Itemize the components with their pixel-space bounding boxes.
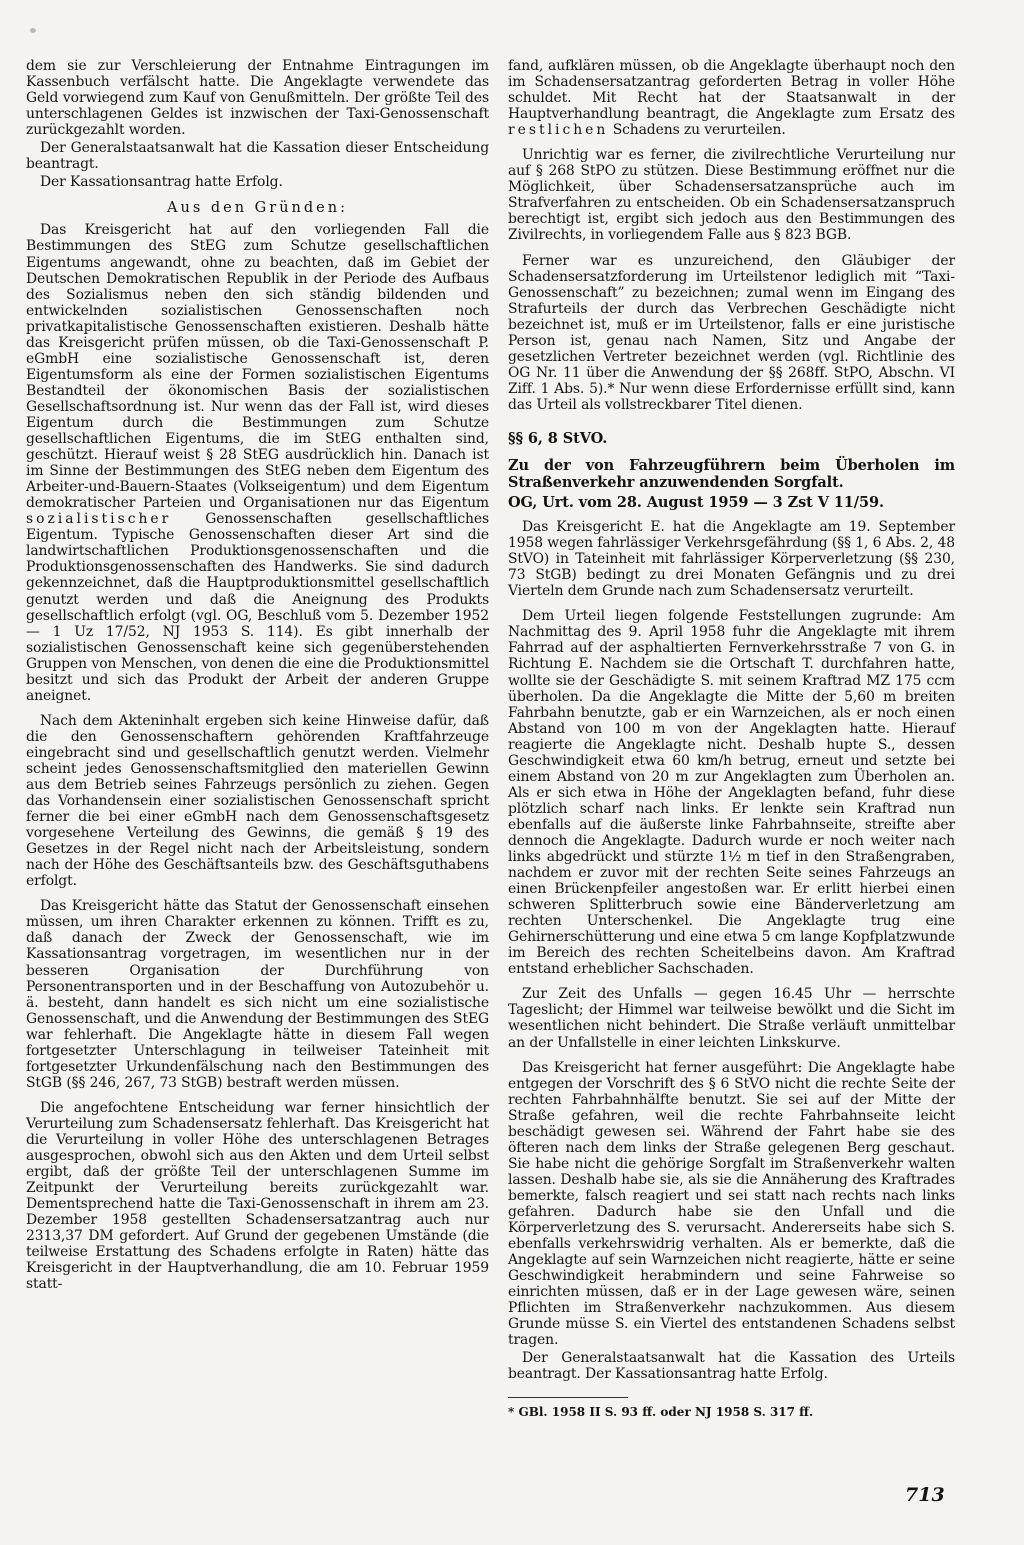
case-citation: OG, Urt. vom 28. August 1959 — 3 Zst V 11/59. bbox=[508, 494, 884, 512]
paragraph: Das Kreisgericht hat auf den vorliegenden Fall die Bestimmungen des StEG zum Schutze gesellschaftlichen Eigentums angewandt, ohne zu beachten, daß im Gebiet der Deutschen Demokratischen Republik in der Periode des Aufbaus des Sozialismus neben den sich ständig bildenden und entwickelnden sozialistischen Genossenschaften noch privatkapitalistische Genossenschaften existieren. Deshalb hätte das Kreisgericht prüfen müssen, ob die Taxi-Genossenschaft P. eGmbH eine sozialistische Genossenschaft ist, deren Eigentumsform als eine der Formen sozialistischen Eigentums Bestandteil der ökonomischen Basis der sozialistischen Gesellschaftsordnung ist. Nur wenn das der Fall ist, wird dieses Eigentum durch die Bestimmungen zum Schutze gesellschaftlichen Eigentums, die im StEG enthalten sind, geschützt. Hierauf weist § 28 StEG ausdrücklich hin. Danach ist im Sinne der Bestimmungen des StEG neben dem Eigentum des Arbeiter-und-Bauern-Staates (Volkseigentum) und dem Eigentum demokratischer Parteien und Organisationen nur das Eigentum sozialistischer Genossenschaften gesellschaftliches Eigentum. Typische Genossenschaften dieser Art sind die landwirtschaftlichen Produktionsgenossenschaften und die Produktionsgenossenschaften des Handwerks. Sie sind dadurch gekennzeichnet, daß die Hauptproduktionsmittel gesellschaftlich genutzt werden und daß die Aneignung des Produkts gesellschaftlich erfolgt (vgl. OG, Beschluß vom 5. Dezember 1952 — 1 Uz 17/52, NJ 1953 S. 114). Es gibt innerhalb der sozialistischen Genossenschaft keine sich gegenüberstehenden Gruppen von Menschen, von denen die eine die Produktionsmittel besitzt und sich das Produkt der Arbeit der anderen Gruppe aneignet. bbox=[26, 222, 489, 704]
paragraph: fand, aufklären müssen, ob die Angeklagte überhaupt noch den im Schadensersatzantrag geforderten Betrag in voller Höhe schuldet. Mit Recht hat der Staatsanwalt in der Hauptverhandlung beantragt, die Angeklagte zum Ersatz des restlichen Schadens zu verurteilen. bbox=[508, 58, 955, 139]
page-number: 713 bbox=[905, 1484, 945, 1506]
paragraph: Nach dem Akteninhalt ergeben sich keine Hinweise dafür, daß die den Genossenschaftern gehörenden Kraftfahrzeuge eingebracht sind und gesellschaftlich genutzt werden. Vielmehr scheint jedes Genossenschaftsmitglied den materiellen Gewinn aus dem Betrieb seines Fahrzeugs persönlich zu ziehen. Gegen das Vorhandensein einer sozialistischen Genossenschaft spricht ferner die bei einer eGmbH nach dem Genossenschaftsgesetz vorgesehene Verteilung des Gewinns, die gemäß § 19 des Gesetzes in der Regel nicht nach der Arbeitsleistung, sondern nach der Höhe des Geschäftsanteils bzw. des Geschäftsguthabens erfolgt. bbox=[26, 712, 489, 890]
left-column bbox=[26, 58, 489, 1294]
print-speck bbox=[30, 28, 36, 33]
footnote: * GBl. 1958 II S. 93 ff. oder NJ 1958 S. 317 ff. bbox=[508, 1404, 814, 1419]
right-column bbox=[508, 58, 955, 1422]
paragraph: Dem Urteil liegen folgende Feststellungen zugrunde: Am Nachmittag des 9. April 1958 fuhr die Angeklagte mit ihrem Fahrrad auf der asphaltierten Fernverkehrsstraße 7 von G. in Richtung E. Nachdem sie die Ortschaft T. durchfahren hatte, wollte sie der Geschädigte S. mit seinem Kraftrad MZ 175 ccm überholen. Da die Angeklagte die Mitte der 5,60 m breiten Fahrbahn benutzte, gab er ein Warnzeichen, als er noch einen Abstand von 100 m von der Angeklagten hatte. Hierauf reagierte die Angeklagte nicht. Deshalb hupte S., dessen Geschwindigkeit etwa 60 km/h betrug, erneut und setzte bei einem Abstand von 20 m zur Angeklagten zum Überholen an. Als er sich etwa in Höhe der Angeklagten befand, fuhr diese plötzlich scharf nach links. Er lenkte sein Kraftrad nun ebenfalls auf die äußerste linke Fahrbahnseite, streifte aber dennoch die Angeklagte. Dadurch wurde er noch weiter nach links abgedrückt und stürzte 1½ m tief in den Straßengraben, nachdem er zuvor mit der rechten Seite seines Fahrzeugs an einen Brückenpfeiler angestoßen war. Er erlitt hierbei einen schweren Splitterbruch sowie eine Bänderverletzung am rechten Unterschenkel. Die Angeklagte trug eine Gehirnerschütterung und eine etwa 5 cm lange Kopfplatzwunde im Bereich des rechten Scheitelbeins davon. Am Kraftrad entstand erheblicher Sachschaden. bbox=[508, 608, 955, 978]
paragraph: Der Kassationsantrag hatte Erfolg. bbox=[40, 174, 283, 191]
paragraph: Das Kreisgericht hätte das Statut der Genossenschaft einsehen müssen, um ihren Charakter erkennen zu können. Trifft es zu, daß danach der Zweck der Genossenschaft, wie im Kassationsantrag vorgetragen, im wesentlichen nur in der besseren Organisation der Durchführung von Personentransporten und in der Beschaffung von Autozubehör u. ä. besteht, dann handelt es sich nicht um eine sozialistische Genossenschaft, und die Anwendung der Bestimmungen des StEG war fehlerhaft. Die Angeklagte hätte in diesem Fall wegen fortgesetzter Unterschlagung in teilweiser Tateinheit mit fortgesetzter Urkundenfälschung nach den Bestimmungen des StGB (§§ 246, 267, 73 StGB) bestraft werden müssen. bbox=[26, 898, 489, 1091]
paragraph: Der Generalstaatsanwalt hat die Kassation dieser Entscheidung beantragt. bbox=[26, 140, 489, 173]
case-headnote: Zu der von Fahrzeugführern beim Überholen im Straßenverkehr anzuwendenden Sorgfalt. bbox=[508, 457, 955, 492]
footnote-divider bbox=[508, 1397, 628, 1398]
section-heading: Aus den Gründen: bbox=[167, 200, 348, 217]
paragraph: Der Generalstaatsanwalt hat die Kassation des Urteils beantragt. Der Kassationsantrag hatte Erfolg. bbox=[508, 1350, 955, 1383]
paragraph: Unrichtig war es ferner, die zivilrechtliche Verurteilung nur auf § 268 StPO zu stützen. Diese Bestimmung eröffnet nur die Möglichkeit, über Schadensersatzansprüche auch im Strafverfahren zu entscheiden. Ob ein Schadensersatzanspruch berechtigt ist, ergibt sich jedoch aus den Bestimmungen des Zivilrechts, in vorliegendem Falle aus § 823 BGB. bbox=[508, 147, 955, 244]
paragraph: Das Kreisgericht hat ferner ausgeführt: Die Angeklagte habe entgegen der Vorschrift des § 6 StVO nicht die rechte Seite der rechten Fahrbahnhälfte benutzt. Sie sei auf der Mitte der Straße gefahren, weil die rechte Fahrbahnseite leicht beschädigt gewesen sei. Während der Fahrt habe sie des öfteren nach dem links der Straße gelegenen Berg geschaut. Sie habe nicht die gehörige Sorgfalt im Straßenverkehr walten lassen. Deshalb habe sie, als sie die Annäherung des Kraftrades bemerkte, falsch reagiert und sei statt nach rechts nach links gefahren. Dadurch habe sie den Unfall und die Körperverletzung des S. verursacht. Andererseits habe sich S. ebenfalls verkehrswidrig verhalten. Als er bemerkte, daß die Angeklagte auf sein Warnzeichen nicht reagierte, hätte er seine Geschwindigkeit herabmindern und seine Fahrweise so einrichten müssen, daß er in der Lage gewesen wäre, seinen Pflichten im Straßenverkehr nachzukommen. Aus diesem Grunde müsse S. ein Viertel des entstandenen Schadens selbst tragen. bbox=[508, 1059, 955, 1349]
paragraph: Die angefochtene Entscheidung war ferner hinsichtlich der Verurteilung zum Schadensersatz fehlerhaft. Das Kreisgericht hat die Verurteilung in voller Höhe des unterschlagenen Betrages ausgesprochen, obwohl sich aus den Akten und dem Urteil selbst ergibt, daß der größte Teil der unterschlagenen Summe im Zeitpunkt der Verurteilung bereits zurückgezahlt war. Dementsprechend hatte die Taxi-Genossenschaft in ihrem am 23. Dezember 1958 gestellten Schadensersatzantrag auch nur 2313,37 DM gefordert. Auf Grund der gegebenen Umstände (die teilweise Erstattung des Schadens erfolgte in Raten) hätte das Kreisgericht in der Hauptverhandlung, die am 10. Februar 1959 statt- bbox=[26, 1099, 489, 1293]
paragraph: Das Kreisgericht E. hat die Angeklagte am 19. September 1958 wegen fahrlässiger Verkehrsgefährdung (§§ 1, 6 Abs. 2, 48 StVO) in Tateinheit mit fahrlässiger Körperverletzung (§§ 230, 73 StGB) bedingt zu drei Monaten Gefängnis und zu drei Vierteln dem Grunde nach zum Schadensersatz verurteilt. bbox=[508, 519, 955, 600]
paragraph: dem sie zur Verschleierung der Entnahme Eintragungen im Kassenbuch verfälscht hatte. Die Angeklagte verwendete das Geld vorwiegend zum Kauf von Genußmitteln. Der größte Teil des unterschlagenen Geldes ist inzwischen der Taxi-Genossenschaft zurückgezahlt worden. bbox=[26, 58, 489, 139]
paragraph: Zur Zeit des Unfalls — gegen 16.45 Uhr — herrschte Tageslicht; der Himmel war teilweise bewölkt und die Sicht im wesentlichen nicht behindert. Die Straße verläuft unmittelbar an der Unfallstelle in einer leichten Linkskurve. bbox=[508, 986, 955, 1051]
spaced-emphasis: sozialistischer bbox=[26, 511, 172, 528]
law-reference-heading: §§ 6, 8 StVO. bbox=[508, 429, 608, 447]
paragraph: Ferner war es unzureichend, den Gläubiger der Schadensersatzforderung im Urteilstenor lediglich mit “Taxi-Genossenschaft” zu bezeichnen; zumal wenn im Eingang des Strafurteils der durch das Verbrechen Geschädigte nicht bezeichnet ist, muß er im Urteilstenor, falls er eine juristische Person ist, genau nach Namen, Sitz und Angabe der gesetzlichen Vertreter bezeichnet werden (vgl. Richtlinie des OG Nr. 11 über die Anwendung der §§ 268ff. StPO, Abschn. VI Ziff. 1 Abs. 5).* Nur wenn diese Erfordernisse erfüllt sind, kann das Urteil als vollstreckbarer Titel dienen. bbox=[508, 252, 955, 413]
spaced-emphasis: restlichen bbox=[508, 122, 609, 139]
